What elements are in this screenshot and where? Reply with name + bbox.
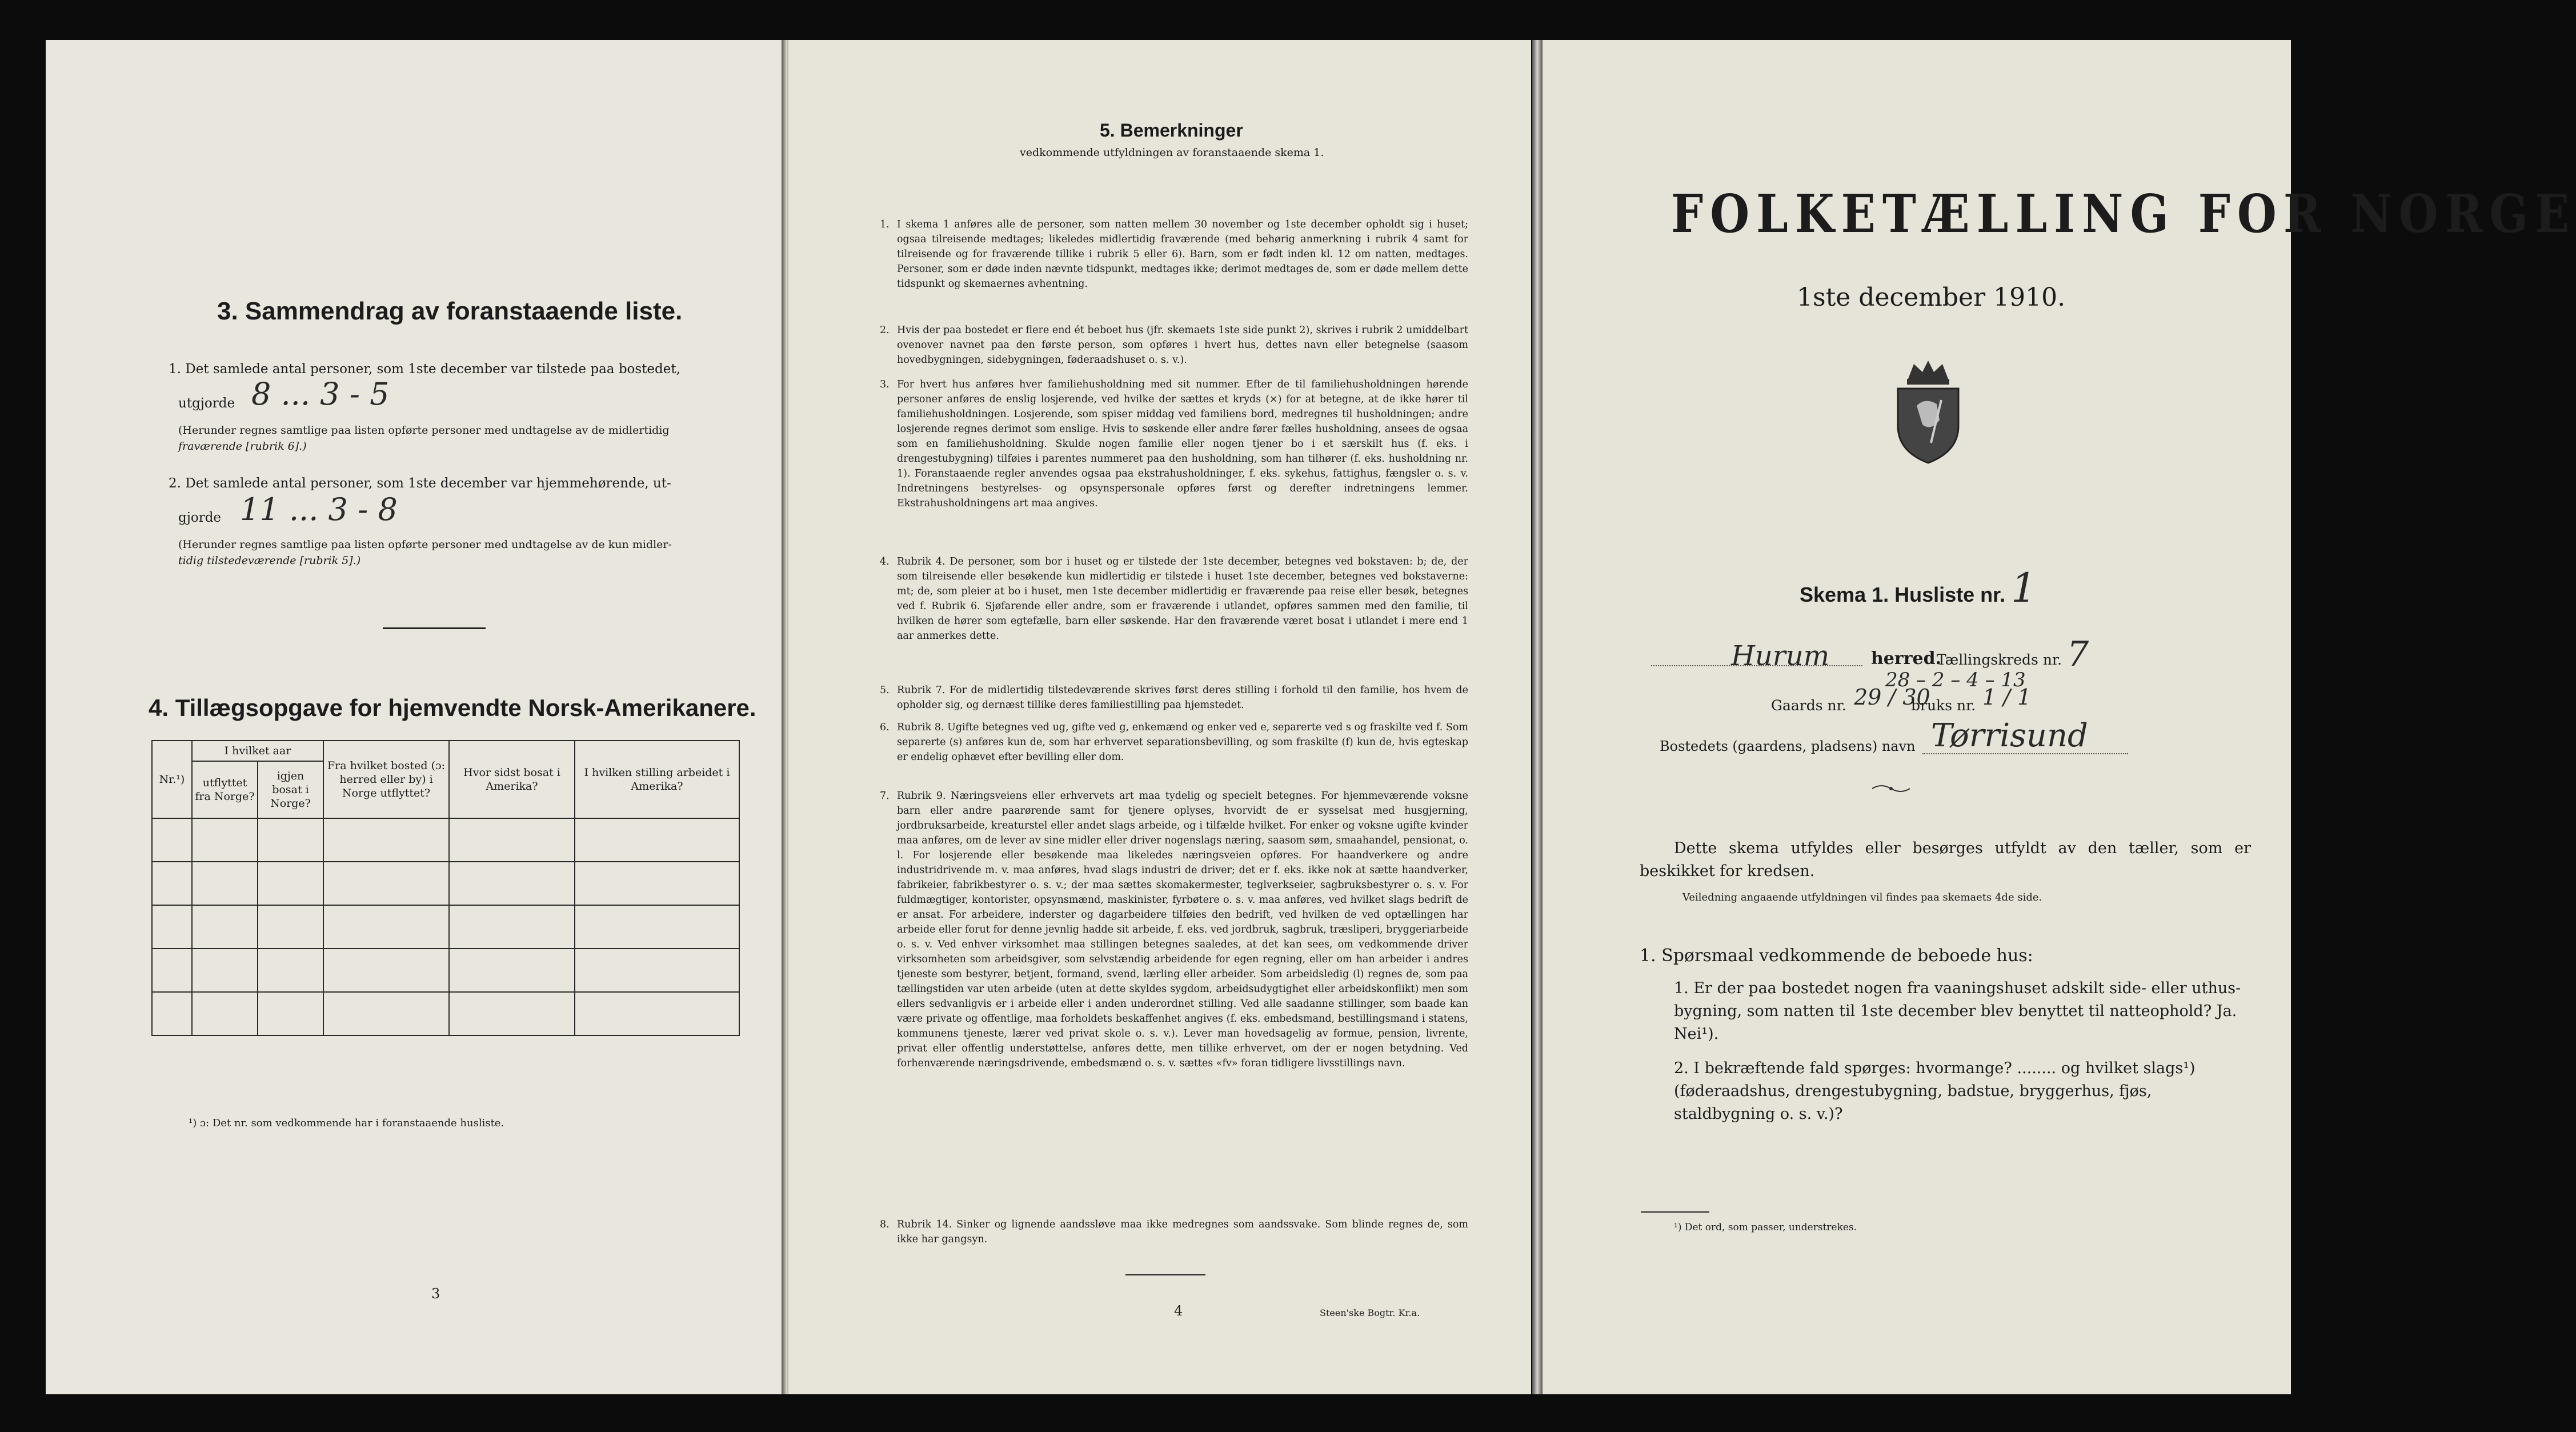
remark-text: Hvis der paa bostedet er flere end ét beboet hus (jfr. skemaets 1ste side punkt 2), skrives i rubrik 2 umiddelbart ovenover navnet paa den første person, som opføres i hvert hus, dettes navn eller betegnelse (saasom hovedbygningen, sidebygningen, føderaadshuset o. s. v.). [897,325,1468,366]
remark-text: Rubrik 7. For de midlertidig tilstedeværende skrives først deres stilling i forhold til den familie, hos hvem de opholder sig, og dernæst tillike deres familiestilling paa hjemstedet. [897,685,1468,711]
bosted-label: Bostedets (gaardens, pladsens) navn [1660,738,1916,754]
instruction-2: Veiledning angaaende utfyldningen vil findes paa skemaets 4de side. [1682,891,2042,903]
remark-text: Rubrik 14. Sinker og lignende aandssløve maa ikke medregnes som aandssvake. Som blinde regnes de, som ikke har gangsyn. [897,1219,1468,1245]
remark-text: Rubrik 9. Næringsveiens eller erhvervets art maa tydelig og specielt betegnes. For hjemmeværende voksne barn eller andre paarørende samt for tjenere oplyses, hvorvidt de er sysselsat med husgjerning, jordbruksarbeide, kreaturstel eller andet slags arbeide, og i tilfælde hvilket. For enker og voksne ugifte kvinder maa anføres, om de lever av sine midler eller driver nogenslags næring, saasom søm, smaahandel, pensionat, o. l. For losjerende eller besøkende maa likeledes næringsveien opføres. For haandverkere og andre industridrivende m. v. maa anføres, hvad slags industri de driver; det er f. eks. ikke nok at sætte haandverker, fabrikeier, fabrikbestyrer o. s. v.; der maa sættes skomakermester, teglverkseier, sagbruksbestyrer o. s. v. For fuldmægtiger, kontorister, opsynsmænd, maskinister, fyrbøtere o. s. v. maa anføres, ved hvilket slags bedrift de er ansat. For arbeidere, inderster og dagarbeidere tilføies den bedrift, ved hvilken de ved optællingen har arbeide eller forut for denne jevnlig hadde sit arbeide, f. eks. ved jordbruk, sagbruk, træsliperi, bryggeriarbeide o. s. v. Ved enhver virksomhet maa stillingen betegnes saaledes, at det kan sees, om vedkommende driver virksomheten som arbeidsgiver, som selvstændig arbeidende for egen regning, eller om han arbeider i andres tjeneste som bestyrer, betjent, formand, svend, lærling eller arbeider. Som arbeidsledig (l) regnes de, som paa tællingstiden var uten arbeide (uten at dette skyldes sygdom, arbeidsudygtighet eller arbeidskonflikt) men som ellers sedvanligvis er i arbeide eller i anden underordnet stilling. Ved alle saadanne stillinger, som baade kan være private og offentlige, maa forholdets beskaffenhet angives (f. eks. embedsmand, bestillingsmand i statens, kommunens tjeneste, lærer ved privat skole o. s. v.). Lever man hovedsagelig av formue, pension, livrente, privat eller offentlig understøttelse, anføres dette, men tillike erhvervet, om der er nogen betydning. Ved forhenværende næringsdrivende, embedsmænd o. s. v. sættes «fv» foran tidligere livsstillings navn. [897,790,1468,1069]
bosted-dots [1922,753,2128,754]
question-title: 1. Spørsmaal vedkommende de beboede hus: [1640,946,2033,966]
census-date: 1ste december 1910. [1797,283,2066,312]
remark-8 [880,1217,1468,1247]
item-1-note-1: (Herunder regnes samtlige paa listen opførte personer med undtagelse av de midlertidig [178,424,670,437]
question-1: 1. Er der paa bostedet nogen fra vaaningshuset adskilt side- eller uthus-bygning, som natten til 1ste december blev benyttet til natteophold? Ja. Nei¹). [1674,979,2241,1043]
remark-1 [880,217,1468,291]
table-row [152,818,739,862]
remark-text: I skema 1 anføres alle de personer, som natten mellem 30 november og 1ste december opholdt sig i huset; ogsaa tilreisende medtages; likeledes midlertidig fraværende (med behørig anmerkning i rubrik 4 samt for tilreisende og for fraværende tillike i rubrik 5 eller 6). Barn, som er født inden kl. 12 om natten, medtages. Personer, som er døde inden nævnte tidspunkt, medtages ikke; derimot medtages de, som er døde mellem dette tidspunkt og skemaernes avhentning. [897,219,1468,290]
bosted-handwritten: Tørrisund [1931,717,2088,754]
fold [1532,40,1543,1394]
divider [383,627,486,629]
item-2-note-1: (Herunder regnes samtlige paa listen opførte personer med undtagelse av de kun midler- [178,538,672,551]
remark-number: 3. [880,379,890,390]
gaards-handwritten: 29 / 30 [1854,685,1930,710]
instruction-1: Dette skema utfyldes eller besørges utfyldt av den tæller, som er beskikket for kredsen. [1640,839,2251,880]
col-hvor-sidst: Hvor sidst bosat i Amerika? [449,741,575,818]
item-1-line: 1. Det samlede antal personer, som 1ste december var tilstede paa bostedet, [169,362,680,377]
norsk-amerikanere-table [151,740,740,1036]
item-1-handwritten: 8 ... 3 - 5 [251,376,390,412]
remark-3 [880,377,1468,511]
remark-text: Rubrik 4. De personer, som bor i huset og er tilstede der 1ste december, betegnes ved bokstaven: b; de, der som tilreisende eller besøkende kun midlertidig er tilstede i huset 1ste december, betegnes ved bokstaverne: mt; de, som pleier at bo i huset, men 1ste december midlertidig er fraværende paa reise eller besøk, betegnes ved f. Rubrik 6. Sjøfarende eller andre, som er fraværende i utlandet, opføres sammen med den familie, til hvilken de hører som egtefælle, barn eller søskende. Har den fraværende været bosat i utlandet i mere end 1 aar anmerkes dette. [897,556,1468,642]
extra-handwriting: 28 – 2 – 4 – 13 [1885,669,2026,691]
divider [1641,1211,1709,1213]
item-2-note-2: tidig tilstedeværende [rubrik 5].) [178,554,361,567]
item-2-handwritten: 11 ... 3 - 8 [240,491,398,527]
herred-label: herred. [1871,649,1942,669]
item-1-utgjorde: utgjorde [178,396,235,411]
ornament-icon [1871,782,1911,795]
section-5-title: 5. Bemerkninger [1100,120,1243,141]
remark-number: 1. [880,219,890,230]
remark-number: 4. [880,556,890,567]
taellingskreds-handwritten: 7 [2067,634,2089,674]
printer-mark: Steen'ske Bogtr. Kr.a. [1320,1307,1420,1318]
skema-label: Skema 1. Husliste nr. [1800,583,2006,606]
col-utflyttet: utflyttet fra Norge? [192,761,258,818]
section-3-title: 3. Sammendrag av foranstaaende liste. [217,297,683,325]
gaards-label: Gaards nr. [1771,697,1846,714]
remark-number: 6. [880,722,890,733]
remark-number: 2. [880,325,890,336]
divider [1125,1274,1205,1275]
section-5-subtitle: vedkommende utfyldningen av foranstaaende skema 1. [1020,146,1324,159]
table-footnote: ¹) ɔ: Det nr. som vedkommende har i foranstaaende husliste. [189,1117,504,1129]
page-3 [46,40,783,1394]
col-fra-hvilket: Fra hvilket bosted (ɔ: herred eller by) i Norge utflyttet? [323,741,449,818]
table-row [152,905,739,949]
page-number: 4 [1174,1303,1183,1319]
section-4-title: 4. Tillægsopgave for hjemvendte Norsk-Amerikanere. [149,694,756,721]
remark-6 [880,720,1468,765]
table-row [152,949,739,992]
footnote: ¹) Det ord, som passer, understrekes. [1674,1222,1857,1233]
question-2: 2. I bekræftende fald spørges: hvormange? ........ og hvilket slags¹) (føderaadshus, drengestubygning, badstue, bryggerhus, fjøs, staldbygning o. s. v.)? [1674,1059,2196,1123]
herred-handwritten: Hurum [1731,640,1830,672]
remark-4 [880,554,1468,643]
remark-number: 5. [880,685,890,696]
item-2-line: 2. Det samlede antal personer, som 1ste december var hjemmehørende, ut- [169,476,671,491]
husliste-number-handwritten: 1 [2011,565,2037,611]
table-row [152,862,739,905]
col-hvilket-aar: I hvilket aar [192,741,323,761]
page-1 [1543,40,2576,1394]
remark-7 [880,789,1468,1071]
remark-2 [880,323,1468,367]
coat-of-arms-icon [1891,357,1965,466]
remark-5 [880,683,1468,713]
remark-text: For hvert hus anføres hver familiehusholdning med sit nummer. Efter de til familiehusholdningen hørende personer anføres de enslig losjerende, ved hvilke der sættes et kryds (×) for at betegne, at de ikke hører til familiehusholdningen. Losjerende, som spiser middag ved familiens bord, medregnes til husholdningen; andre losjerende regnes derimot som enslige. Hvis to søskende eller andre fører fælles husholdning, ansees de ogsaa som en familiehusholdning. Skulde nogen familie eller nogen tjener bo i et særskilt hus (f. eks. i drengestubygning) tilføies i parentes nummeret paa den husholdning, som han tilhører (f. eks. husholdning nr. 1). Foranstaaende regler anvendes ogsaa paa ekstrahusholdninger, f. eks. sykehus, fattighus, fængsler o. s. v. Indretningens bestyrelses- og opsynspersonale opføres først og derefter indretningens lemmer. Ekstrahusholdningens art maa angives. [897,379,1468,509]
col-stilling: I hvilken stilling arbeidet i Amerika? [575,741,739,818]
remark-number: 7. [880,790,890,802]
table-row [152,992,739,1035]
item-2-gjorde: gjorde [178,510,222,525]
main-title: FOLKETÆLLING FOR NORGE [1671,183,2576,245]
item-1-note-2: fraværende [rubrik 6].) [178,440,307,453]
col-igjen: igjen bosat i Norge? [258,761,323,818]
remark-number: 8. [880,1219,890,1230]
taellingskreds-label: Tællingskreds nr. [1937,651,2062,668]
col-nr: Nr.¹) [152,741,192,818]
bruks-label: bruks nr. [1911,697,1976,714]
remark-text: Rubrik 8. Ugifte betegnes ved ug, gifte ved g, enkemænd og enker ved e, separerte ved s og fraskilte ved f. Som separerte (s) anføres kun de, som har erhvervet separationsbevilling, og som fraskilte (f) kun de, hvis egteskap er endelig ophævet efter bevilling eller dom. [897,722,1468,763]
page-4 [788,40,1531,1394]
bruks-handwritten: 1 / 1 [1982,685,2032,710]
page-number: 3 [431,1286,440,1302]
